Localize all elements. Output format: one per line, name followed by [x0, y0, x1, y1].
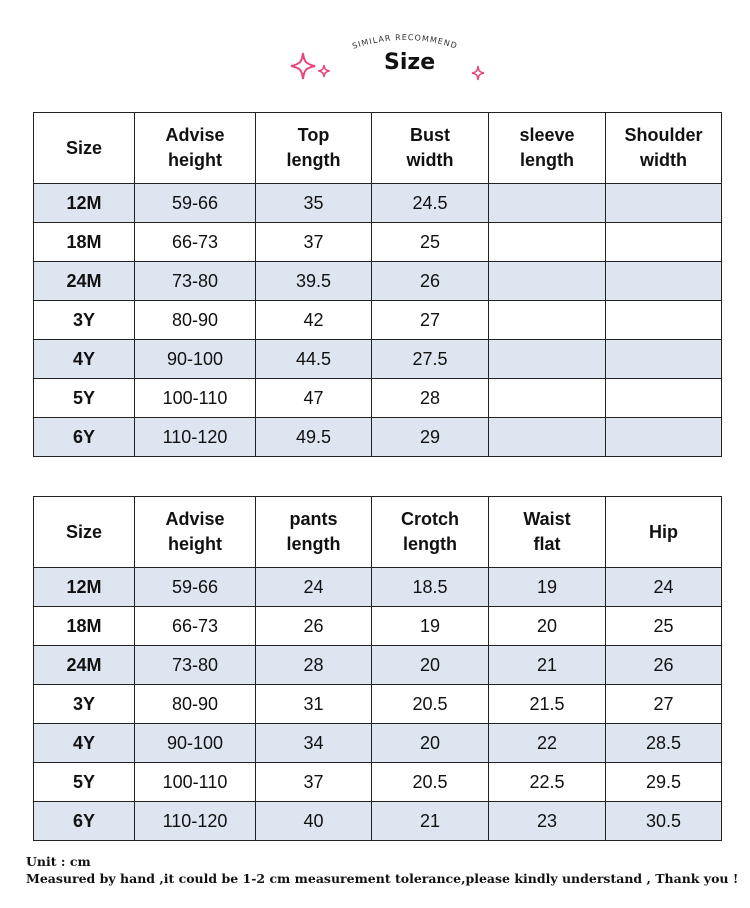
- table-cell: [489, 418, 606, 457]
- table-cell: 90-100: [135, 724, 256, 763]
- table-cell: 29.5: [606, 763, 722, 802]
- size-label-cell: 24M: [34, 262, 135, 301]
- table-cell: 28: [256, 646, 372, 685]
- table-cell: 24: [606, 568, 722, 607]
- table-cell: 110-120: [135, 418, 256, 457]
- table-row: [34, 184, 722, 223]
- table-cell: 24: [256, 568, 372, 607]
- table-cell: [606, 301, 722, 340]
- table-cell: [606, 340, 722, 379]
- tolerance-note: Measured by hand ,it could be 1-2 cm measurement tolerance,please kindly understand , Thank you !: [26, 871, 739, 886]
- table-cell: 39.5: [256, 262, 372, 301]
- table-cell: 20: [489, 607, 606, 646]
- size-label-cell: 3Y: [34, 301, 135, 340]
- column-header: [372, 497, 489, 568]
- table-cell: 66-73: [135, 223, 256, 262]
- table-cell: [489, 262, 606, 301]
- size-label-cell: 24M: [34, 646, 135, 685]
- column-header-line: Hip: [649, 521, 678, 542]
- sparkle-small-icon: [318, 64, 330, 78]
- size-label-cell: 6Y: [34, 802, 135, 841]
- table-cell: 31: [256, 685, 372, 724]
- table-cell: 44.5: [256, 340, 372, 379]
- table-row: [34, 301, 722, 340]
- column-header-line: Shoulder: [624, 125, 703, 145]
- column-header: [256, 113, 372, 184]
- table-cell: 59-66: [135, 568, 256, 607]
- column-header: [256, 497, 372, 568]
- column-header-line: pants: [289, 509, 338, 529]
- column-header: [135, 113, 256, 184]
- table-row: [34, 223, 722, 262]
- table-cell: 25: [606, 607, 722, 646]
- size-label-cell: 5Y: [34, 763, 135, 802]
- table-cell: 26: [606, 646, 722, 685]
- size-label-cell: 6Y: [34, 418, 135, 457]
- svg-text:SIMILAR RECOMMEND: [351, 33, 459, 51]
- table-cell: 73-80: [135, 646, 256, 685]
- column-header: [372, 113, 489, 184]
- table-cell: 100-110: [135, 763, 256, 802]
- table-row: [34, 607, 722, 646]
- top-size-table: [33, 112, 722, 457]
- column-header: [34, 497, 135, 568]
- table-cell: [489, 301, 606, 340]
- column-header-line: Top: [297, 125, 330, 145]
- table-cell: 20: [372, 724, 489, 763]
- table-cell: 20.5: [372, 763, 489, 802]
- column-header-line: Advise: [165, 509, 225, 529]
- table-cell: 35: [256, 184, 372, 223]
- table-cell: 66-73: [135, 607, 256, 646]
- table-cell: 22.5: [489, 763, 606, 802]
- column-header: [606, 113, 722, 184]
- column-header: [606, 497, 722, 568]
- table-cell: 100-110: [135, 379, 256, 418]
- table-cell: 28.5: [606, 724, 722, 763]
- table-row: [34, 379, 722, 418]
- column-header-line: flat: [533, 534, 561, 554]
- column-header-line: Size: [65, 137, 103, 158]
- table-row: [34, 340, 722, 379]
- table-cell: 20.5: [372, 685, 489, 724]
- table-row: [34, 646, 722, 685]
- size-label-cell: 4Y: [34, 340, 135, 379]
- table-cell: 90-100: [135, 340, 256, 379]
- table-cell: 18.5: [372, 568, 489, 607]
- table-cell: 80-90: [135, 301, 256, 340]
- table-cell: 73-80: [135, 262, 256, 301]
- table-cell: [489, 184, 606, 223]
- table-cell: 21.5: [489, 685, 606, 724]
- table-cell: 37: [256, 763, 372, 802]
- table-cell: [489, 340, 606, 379]
- size-label-cell: 12M: [34, 184, 135, 223]
- table-cell: 23: [489, 802, 606, 841]
- sparkle-right-icon: [471, 65, 485, 81]
- column-header-line: height: [168, 534, 222, 554]
- column-header-line: Advise: [165, 125, 225, 145]
- table-row: [34, 418, 722, 457]
- column-header-line: width: [406, 150, 454, 170]
- table-cell: 29: [372, 418, 489, 457]
- table-row: [34, 724, 722, 763]
- column-header-line: length: [403, 534, 457, 554]
- table-cell: 42: [256, 301, 372, 340]
- table-row: [34, 685, 722, 724]
- page-header: [0, 0, 750, 100]
- column-header-line: Waist: [523, 509, 571, 529]
- table-cell: 21: [489, 646, 606, 685]
- table-cell: 28: [372, 379, 489, 418]
- column-header-line: sleeve: [519, 125, 575, 145]
- table-cell: [606, 223, 722, 262]
- table-cell: [606, 379, 722, 418]
- table-cell: 25: [372, 223, 489, 262]
- column-header-line: width: [640, 150, 687, 170]
- table-cell: 26: [256, 607, 372, 646]
- column-header: [34, 113, 135, 184]
- table-cell: 47: [256, 379, 372, 418]
- column-header-line: length: [520, 150, 574, 170]
- size-label-cell: 12M: [34, 568, 135, 607]
- table-cell: 24.5: [372, 184, 489, 223]
- column-header-line: length: [286, 534, 341, 554]
- table-cell: 27: [372, 301, 489, 340]
- table-cell: 80-90: [135, 685, 256, 724]
- column-header: [135, 497, 256, 568]
- footer-notes: [26, 853, 738, 887]
- table-cell: 26: [372, 262, 489, 301]
- table-cell: [489, 223, 606, 262]
- column-header-line: Bust: [410, 125, 450, 145]
- column-header-line: length: [286, 150, 341, 170]
- table-cell: 19: [372, 607, 489, 646]
- table-cell: 34: [256, 724, 372, 763]
- table-row: [34, 568, 722, 607]
- table-cell: 27: [606, 685, 722, 724]
- column-header-line: Crotch: [401, 509, 459, 529]
- sparkle-large-icon: [290, 52, 316, 80]
- table-cell: 20: [372, 646, 489, 685]
- unit-note: Unit : cm: [26, 854, 91, 869]
- page-title: Size: [384, 50, 436, 75]
- table-cell: [606, 418, 722, 457]
- table-cell: [606, 262, 722, 301]
- table-cell: 59-66: [135, 184, 256, 223]
- table-cell: 21: [372, 802, 489, 841]
- table-cell: 30.5: [606, 802, 722, 841]
- table-cell: 49.5: [256, 418, 372, 457]
- table-row: [34, 802, 722, 841]
- table-cell: [606, 184, 722, 223]
- column-header-line: Size: [65, 521, 103, 542]
- table-row: [34, 262, 722, 301]
- table-cell: 27.5: [372, 340, 489, 379]
- table-row: [34, 763, 722, 802]
- table-cell: 37: [256, 223, 372, 262]
- size-label-cell: 5Y: [34, 379, 135, 418]
- size-label-cell: 18M: [34, 223, 135, 262]
- size-label-cell: 4Y: [34, 724, 135, 763]
- size-label-cell: 3Y: [34, 685, 135, 724]
- table-cell: 19: [489, 568, 606, 607]
- table-cell: 22: [489, 724, 606, 763]
- bottom-size-table: [33, 496, 722, 841]
- column-header: [489, 497, 606, 568]
- tagline-text: SIMILAR RECOMMEND: [351, 32, 459, 51]
- table-cell: [489, 379, 606, 418]
- column-header: [489, 113, 606, 184]
- column-header-line: height: [168, 150, 222, 170]
- table-cell: 40: [256, 802, 372, 841]
- table-cell: 110-120: [135, 802, 256, 841]
- size-label-cell: 18M: [34, 607, 135, 646]
